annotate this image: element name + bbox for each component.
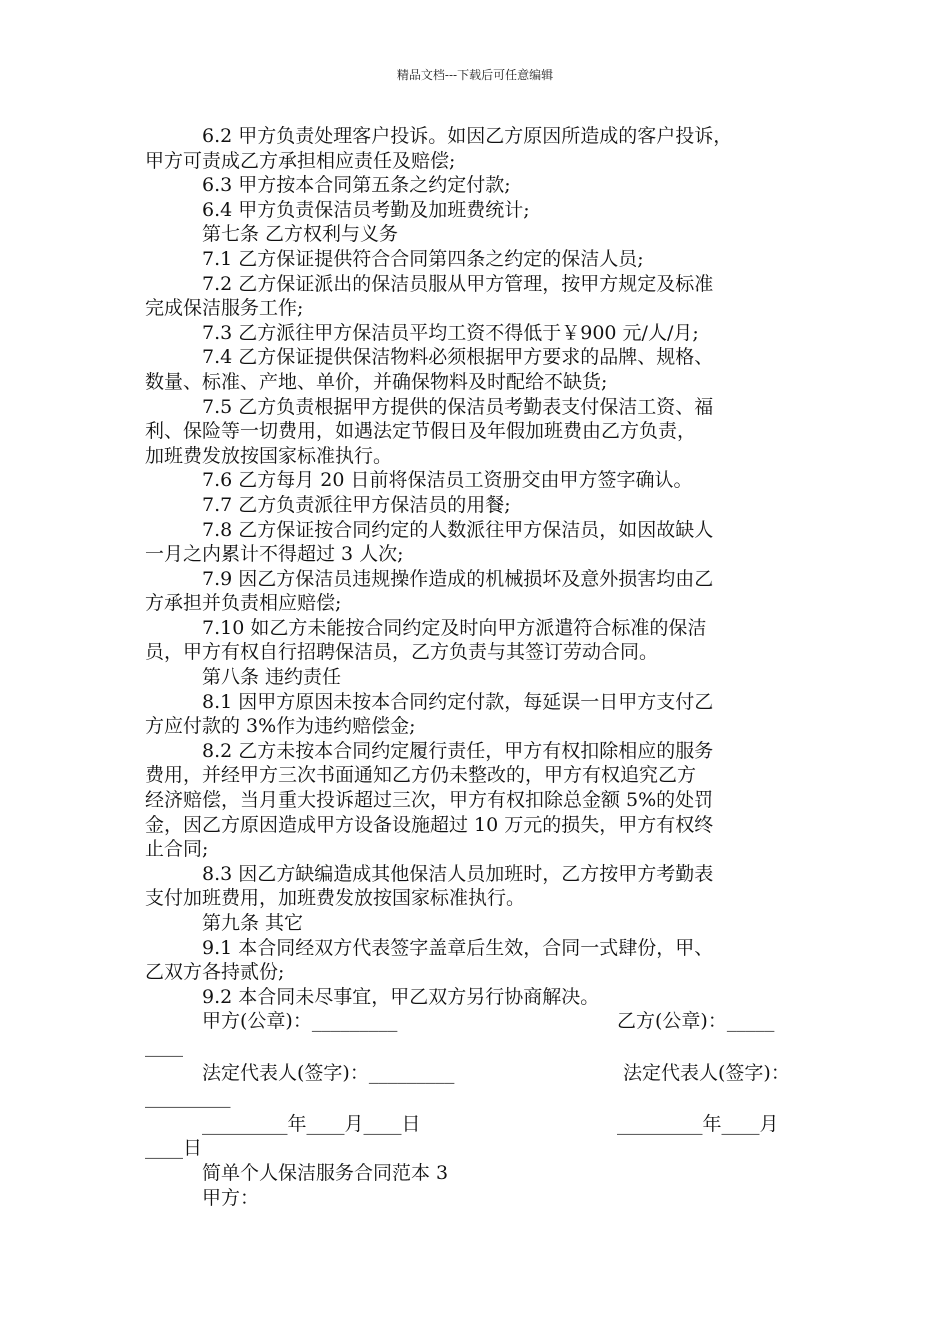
contract-body — [145, 124, 825, 1210]
contract-line: 7.7 乙方负责派往甲方保洁员的用餐; — [202, 493, 511, 516]
party-b-representative: 法定代表人(签字)： — [623, 1061, 790, 1084]
contract-line: 第八条 违约责任 — [202, 666, 342, 689]
contract-line: 8.3 因乙方缺编造成其他保洁人员加班时，乙方按甲方考勤表 — [202, 862, 714, 885]
contract-line: 甲方： — [202, 1186, 260, 1209]
contract-line: 7.9 因乙方保洁员违规操作造成的机械损坏及意外损害均由乙 — [202, 567, 714, 590]
contract-line: 7.10 如乙方未能按合同约定及时向甲方派遣符合标准的保洁 — [202, 616, 707, 639]
contract-line: 9.2 本合同未尽事宜，甲乙双方另行协商解决。 — [202, 985, 600, 1008]
contract-line: 一月之内累计不得超过 3 人次; — [145, 543, 404, 566]
party-b-seal-continued: ____ — [145, 1034, 183, 1057]
contract-line: 支付加班费用，加班费发放按国家标准执行。 — [145, 887, 526, 910]
party-b-representative-continued: _________ — [145, 1086, 231, 1109]
contract-line: 第九条 其它 — [202, 912, 304, 934]
party-b-seal: 乙方(公章)：_____ — [617, 1010, 775, 1033]
contract-line: 员，甲方有权自行招聘保洁员，乙方负责与其签订劳动合同。 — [145, 641, 659, 664]
contract-line: 利、保险等一切费用，如遇法定节假日及年假加班费由乙方负责， — [145, 420, 697, 443]
seal-row — [145, 1009, 825, 1034]
contract-line: 7.2 乙方保证派出的保洁员服从甲方管理，按甲方规定及标准 — [202, 272, 714, 295]
next-contract-lines — [145, 1161, 825, 1210]
party-a-seal: 甲方(公章)：_________ — [202, 1010, 398, 1033]
party-a-date: _________年____月____日 — [202, 1112, 421, 1135]
contract-line: 6.2 甲方负责处理客户投诉。如因乙方原因所造成的客户投诉， — [202, 125, 733, 147]
contract-line: 7.5 乙方负责根据甲方提供的保洁员考勤表支付保洁工资、福 — [202, 395, 714, 418]
contract-line: 第七条 乙方权利与义务 — [202, 223, 399, 246]
contract-line: 乙双方各持贰份; — [145, 961, 285, 984]
contract-line: 止合同; — [145, 838, 209, 861]
clause-list — [145, 124, 825, 1009]
contract-line: 简单个人保洁服务合同范本 3 — [202, 1161, 449, 1184]
party-b-date: _________年____月 — [617, 1112, 779, 1135]
contract-line: 方应付款的 3%作为违约赔偿金; — [145, 715, 416, 738]
contract-line: 9.1 本合同经双方代表签字盖章后生效，合同一式肆份，甲、 — [202, 936, 714, 959]
contract-line: 经济赔偿，当月重大投诉超过三次，甲方有权扣除总金额 5%的处罚 — [145, 789, 714, 812]
contract-line: 金，因乙方原因造成甲方设备设施超过 10 万元的损失，甲方有权终 — [145, 813, 714, 836]
contract-line: 8.1 因甲方原因未按本合同约定付款，每延误一日甲方支付乙 — [202, 690, 714, 713]
contract-line: 8.2 乙方未按本合同约定履行责任，甲方有权扣除相应的服务 — [202, 739, 714, 762]
contract-line: 7.1 乙方保证提供符合合同第四条之约定的保洁人员; — [202, 247, 644, 270]
contract-line: 6.3 甲方按本合同第五条之约定付款; — [202, 174, 511, 197]
representative-row — [145, 1061, 825, 1086]
contract-line: 费用，并经甲方三次书面通知乙方仍未整改的，甲方有权追究乙方 — [145, 764, 697, 787]
contract-line: 7.3 乙方派往甲方保洁员平均工资不得低于￥900 元/人/月; — [202, 321, 699, 344]
contract-line: 完成保洁服务工作; — [145, 297, 304, 320]
contract-line: 加班费发放按国家标准执行。 — [145, 444, 393, 467]
contract-line: 7.4 乙方保证提供保洁物料必须根据甲方要求的品牌、规格、 — [202, 346, 714, 369]
party-a-representative: 法定代表人(签字)：_________ — [202, 1061, 455, 1084]
contract-line: 甲方可责成乙方承担相应责任及赔偿; — [145, 149, 456, 172]
contract-line: 6.4 甲方负责保洁员考勤及加班费统计; — [202, 198, 530, 221]
contract-line: 数量、标准、产地、单价，并确保物料及时配给不缺货; — [145, 370, 608, 393]
contract-line: 7.6 乙方每月 20 日前将保洁员工资册交由甲方签字确认。 — [202, 469, 693, 492]
contract-line: 方承担并负责相应赔偿; — [145, 592, 342, 615]
date-row — [145, 1112, 825, 1137]
page-header: 精品文档---下载后可任意编辑 — [396, 68, 554, 82]
party-b-date-continued: ____日 — [145, 1137, 203, 1160]
contract-line: 7.8 乙方保证按合同约定的人数派往甲方保洁员，如因故缺人 — [202, 518, 714, 541]
